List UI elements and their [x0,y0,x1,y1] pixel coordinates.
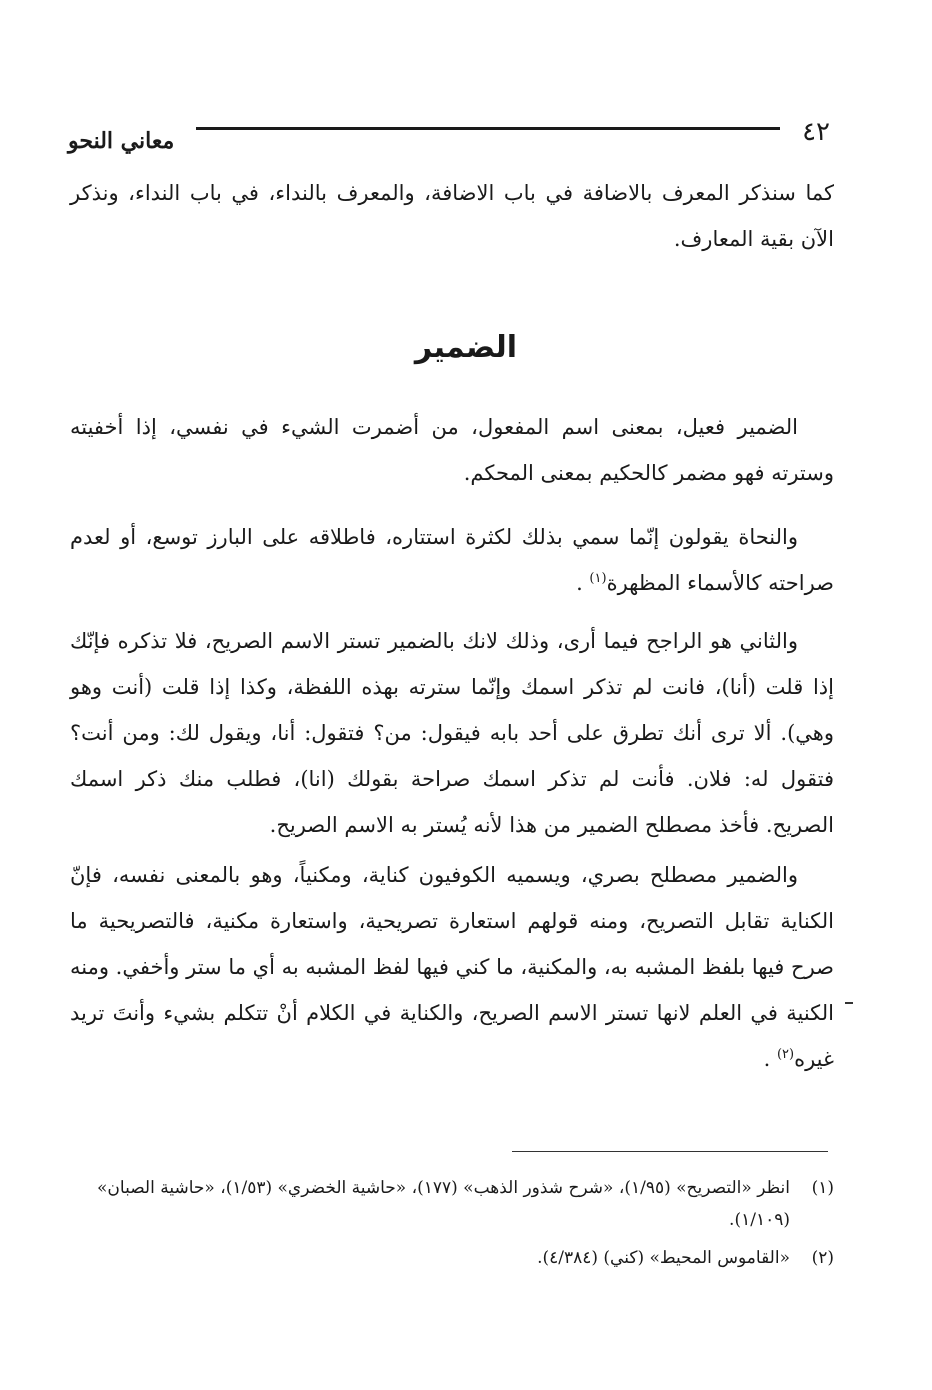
footnote-1 [68,1172,834,1236]
footnote-ref-1[interactable]: (١) [589,571,607,586]
paragraph-3-text: والثاني هو الراجح فيما أرى، وذلك لانك بالضمير تستر الاسم الصريح، فلا تذكره فإنّك إذا قلت (أنا)، فانت لم تذكر اسمك وإنّما سترته بهذه اللفظة، وكذا إذا قلت (أنت وهو وهي). ألا ترى أنك تطرق على أحد بابه فيقول: من؟ فتقول: أنا، ويقول لك: ومن أنت؟ فتقول له: فلان. فأنت لم تذكر اسمك صراحة بقولك (انا)، فطلب منك ذكر اسمك الصريح. فأخذ مصطلح الضمير من هذا لأنه يُستر به الاسم الصريح. [70,629,834,837]
intro-paragraph [70,170,834,262]
paragraph-1 [70,404,834,496]
footnote-2-text: «القاموس المحيط» (كني) (٤/٣٨٤). [537,1248,790,1268]
footnote-1-text: انظر «التصريح» (١/٩٥)، «شرح شذور الذهب» (١٧٧)، «حاشية الخضري» (١/٥٣)، «حاشية الصبان» (١/١٠٩). [97,1178,790,1230]
footnotes [68,1172,834,1280]
paragraph-3 [70,618,834,848]
paragraph-2-wrapper: والنحاة يقولون إنّما سمي بذلك لكثرة استتاره، فاطلاقه على البارز توسع، أو لعدم صراحته كالأسماء المظهرة$^{(١)}$ . [70,525,834,595]
page-header [68,112,830,152]
paragraph-2-text: والنحاة يقولون إنّما سمي بذلك لكثرة استتاره، فاطلاقه على البارز توسع، أو لعدم صراحته كالأسماء المظهرة [70,525,834,595]
footnote-2-number: (٢) [811,1248,834,1268]
paragraph-1-text: الضمير فعيل، بمعنى اسم المفعول، من أضمرت الشيء في نفسي، إذا أخفيته وسترته فهو مضمر كالحكيم بمعنى المحكم. [70,415,834,485]
header-rule [196,127,780,130]
footnote-1-number: (١) [811,1178,834,1198]
intro-text: كما سنذكر المعرف بالاضافة في باب الاضافة، والمعرف بالنداء، في باب النداء، ونذكر الآن بقية المعارف. [70,181,834,251]
margin-mark [845,1002,853,1004]
paragraph-4-wrapper: والضمير مصطلح بصري، ويسميه الكوفيون كناية، ومكنياً، وهو بالمعنى نفسه، فإنّ الكناية تقابل التصريح، ومنه قولهم استعارة تصريحية، واستعارة مكنية، فالتصريحية ما صرح فيها بلفظ المشبه به، والمكنية، ما كني فيها لفظ المشبه به أي ما ستر وأخفي. ومنه الكنية في العلم لانها تستر الاسم الصريح، والكناية في الكلام أنْ تتكلم بشيء وأنتَ تريد غيره$^{(٢)}$ . [70,863,834,1071]
paragraph-4 [70,852,834,1082]
page-number: ٤٢ [802,117,830,147]
running-title: معاني النحو [68,128,175,154]
paragraph-2 [70,514,834,606]
footnote-ref-2[interactable]: (٢) [776,1047,795,1062]
section-title: الضمير [414,330,518,365]
paragraph-4-text: والضمير مصطلح بصري، ويسميه الكوفيون كناية، ومكنياً، وهو بالمعنى نفسه، فإنّ الكناية تقابل التصريح، ومنه قولهم استعارة تصريحية، واستعارة مكنية، فالتصريحية ما صرح فيها بلفظ المشبه به، والمكنية، ما كني فيها لفظ المشبه به أي ما ستر وأخفي. ومنه الكنية في العلم لانها تستر الاسم الصريح، والكناية في الكلام أنْ تتكلم بشيء وأنتَ تريد غيره [70,863,834,1071]
footnote-separator [512,1151,828,1152]
footnote-2 [68,1242,834,1274]
